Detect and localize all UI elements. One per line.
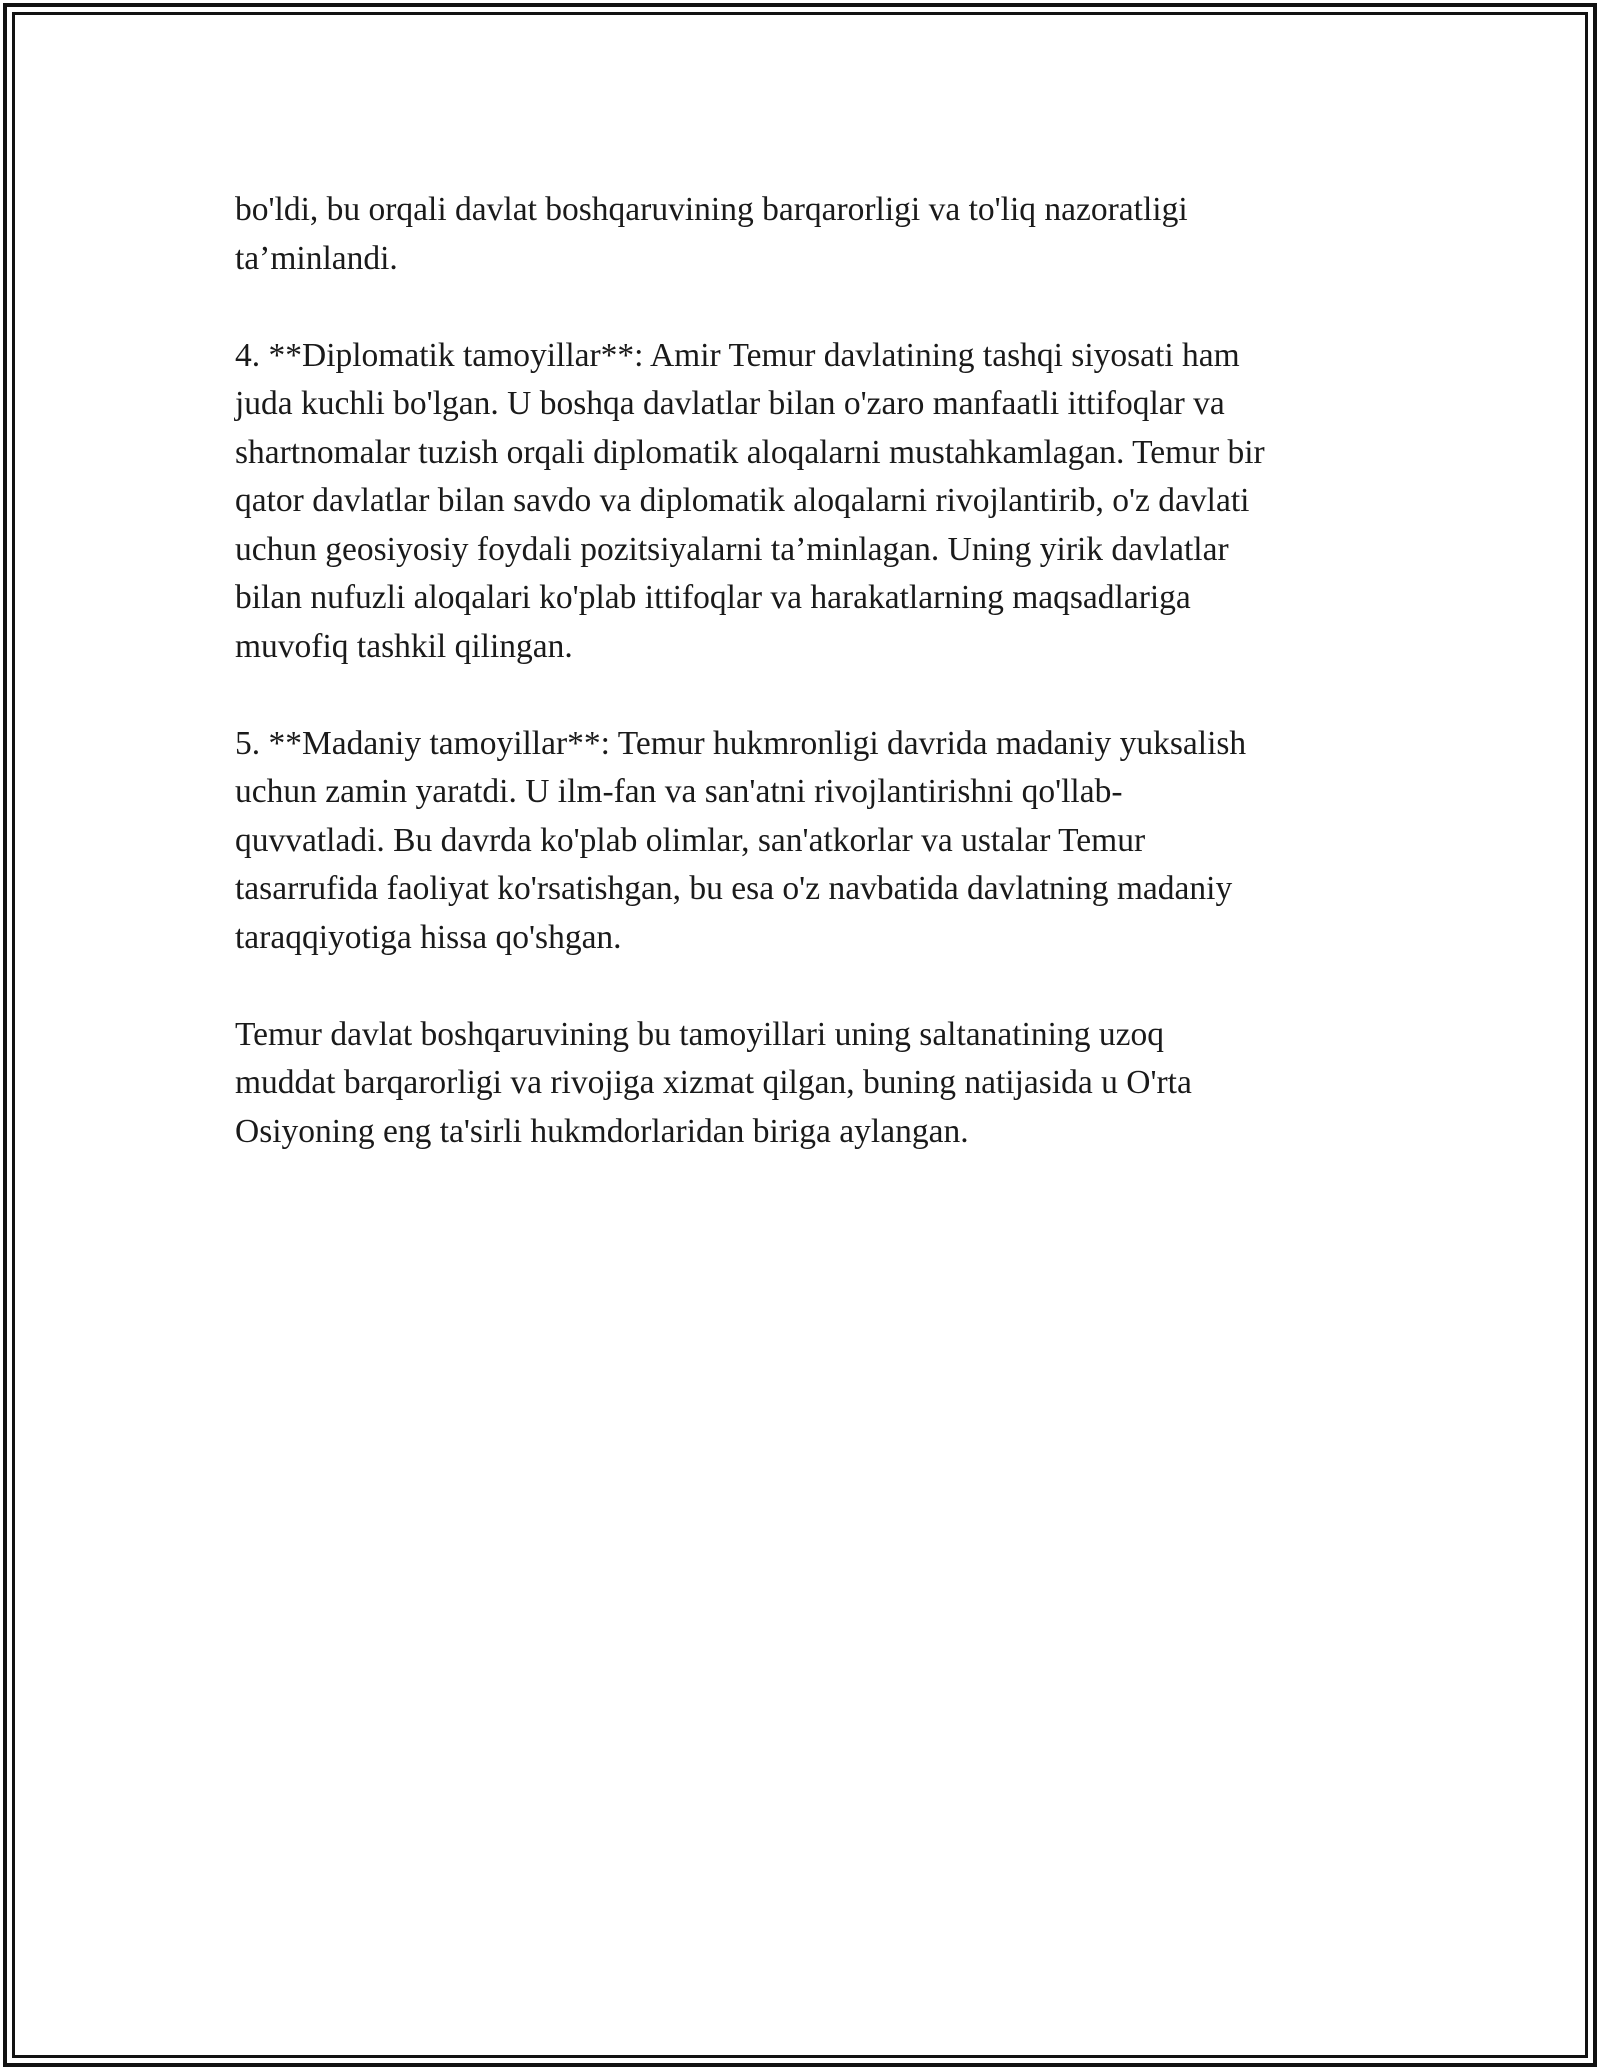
paragraph-cultural-principles: 5. **Madaniy tamoyillar**: Temur hukmronligi davrida madaniy yuksalish uchun zamin yaratdi. U ilm-fan va san'atni rivojlantirishni qo'llab- quvvatladi. Bu davrda ko'plab olimlar, san'atkorlar va ustalar Temur tasarrufida faoliyat ko'rsatishgan, bu esa o'z navbatida davlatning madaniy taraqqiyotiga hissa qo'shgan. [235, 724, 1247, 956]
paragraph-conclusion: Temur davlat boshqaruvining bu tamoyillari uning saltanatining uzoq muddat barqarorligi va rivojiga xizmat qilgan, buning natijasida u O'rta Osiyoning eng ta'sirli hukmdorlaridan biriga aylangan. [235, 1015, 1192, 1150]
document-body [235, 186, 1375, 1205]
paragraph-diplomatic-principles: 4. **Diplomatik tamoyillar**: Amir Temur davlatining tashqi siyosati ham juda kuchli bo'lgan. U boshqa davlatlar bilan o'zaro manfaatli ittifoqlar va shartnomalar tuzish orqali diplomatik aloqalarni mustahkamlagan. Temur bir qator davlatlar bilan savdo va diplomatik aloqalarni rivojlantirib, o'z davlati uchun geosiyosiy foydali pozitsiyalarni ta’minlagan. Uning yirik davlatlar bilan nufuzli aloqalari ko'plab ittifoqlar va harakatlarning maqsadlariga muvofiq tashkil qilingan. [235, 336, 1265, 665]
paragraph-continuation: bo'ldi, bu orqali davlat boshqaruvining barqarorligi va to'liq nazoratligi ta’minlandi. [235, 191, 1188, 277]
